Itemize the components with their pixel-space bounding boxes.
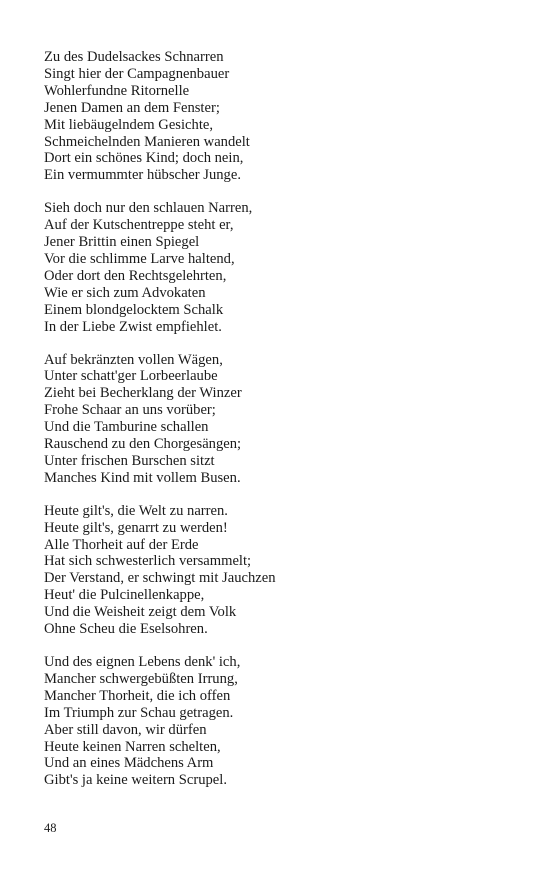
poem-line: Zieht bei Becherklang der Winzer <box>44 385 242 402</box>
poem-line: Und die Weisheit zeigt dem Volk <box>44 604 237 621</box>
poem-line: Schmeichelnden Manieren wandelt <box>44 133 250 150</box>
poem-line: Zu des Dudelsackes Schnarren <box>44 49 224 65</box>
poem-line: Manches Kind mit vollem Busen. <box>44 469 241 486</box>
poem-line: Im Triumph zur Schau getragen. <box>44 704 234 721</box>
poem-line: Auf der Kutschentreppe steht er, <box>44 217 234 234</box>
poem-line: Singt hier der Campagnenbauer <box>44 65 230 82</box>
poem-line: In der Liebe Zwist empfiehlet. <box>44 318 222 335</box>
poem-line: Ein vermummter hübscher Junge. <box>44 167 241 184</box>
poem-line: Einem blondgelocktem Schalk <box>44 301 224 318</box>
poem-line: Unter schatt'ger Lorbeerlaube <box>44 368 218 385</box>
poem-line: Ohne Scheu die Eselsohren. <box>44 621 208 638</box>
poem-line: Heute gilt's, genarrt zu werden! <box>44 519 228 536</box>
poem-text <box>44 49 524 805</box>
page-number: 48 <box>44 821 57 835</box>
poem-line: Und an eines Mädchens Arm <box>44 755 214 772</box>
poem-line: Heut' die Pulcinellenkappe, <box>44 587 205 604</box>
stanza-4 <box>44 503 524 638</box>
poem-line: Und die Tamburine schallen <box>44 419 209 436</box>
poem-line: Vor die schlimme Larve haltend, <box>44 250 235 267</box>
poem-line: Heute gilt's, die Welt zu narren. <box>44 502 228 519</box>
poem-line: Unter frischen Burschen sitzt <box>44 452 215 469</box>
poem-line: Heute keinen Narren schelten, <box>44 738 221 755</box>
poem-line: Mancher schwergebüßten Irrung, <box>44 670 238 687</box>
poem-line: Sieh doch nur den schlauen Narren, <box>44 200 253 217</box>
stanza-2 <box>44 200 524 335</box>
stanza-1 <box>44 49 524 184</box>
poem-line: Gibt's ja keine weitern Scrupel. <box>44 772 227 789</box>
poem-line: Mit liebäugelndem Gesichte, <box>44 116 213 133</box>
poem-line: Rauschend zu den Chorgesängen; <box>44 436 242 453</box>
poem-line: Der Verstand, er schwingt mit Jauchzen <box>44 570 276 587</box>
poem-line: Frohe Schaar an uns vorüber; <box>44 402 216 419</box>
poem-line: Aber still davon, wir dürfen <box>44 721 207 738</box>
poem-line: Mancher Thorheit, die ich offen <box>44 687 231 704</box>
poem-line: Hat sich schwesterlich versammelt; <box>44 553 252 570</box>
poem-line: Jener Brittin einen Spiegel <box>44 234 200 251</box>
poem-line: Auf bekränzten vollen Wägen, <box>44 351 223 368</box>
poem-line: Wie er sich zum Advokaten <box>44 284 206 301</box>
poem-line: Jenen Damen an dem Fenster; <box>44 99 220 116</box>
poem-line: Und des eignen Lebens denk' ich, <box>44 654 241 670</box>
poem-line: Alle Thorheit auf der Erde <box>44 536 199 553</box>
stanza-3 <box>44 352 524 487</box>
poem-line: Wohlerfundne Ritornelle <box>44 82 190 99</box>
poem-line: Dort ein schönes Kind; doch nein, <box>44 150 244 167</box>
stanza-5 <box>44 654 524 789</box>
poem-line: Oder dort den Rechtsgelehrten, <box>44 267 227 284</box>
